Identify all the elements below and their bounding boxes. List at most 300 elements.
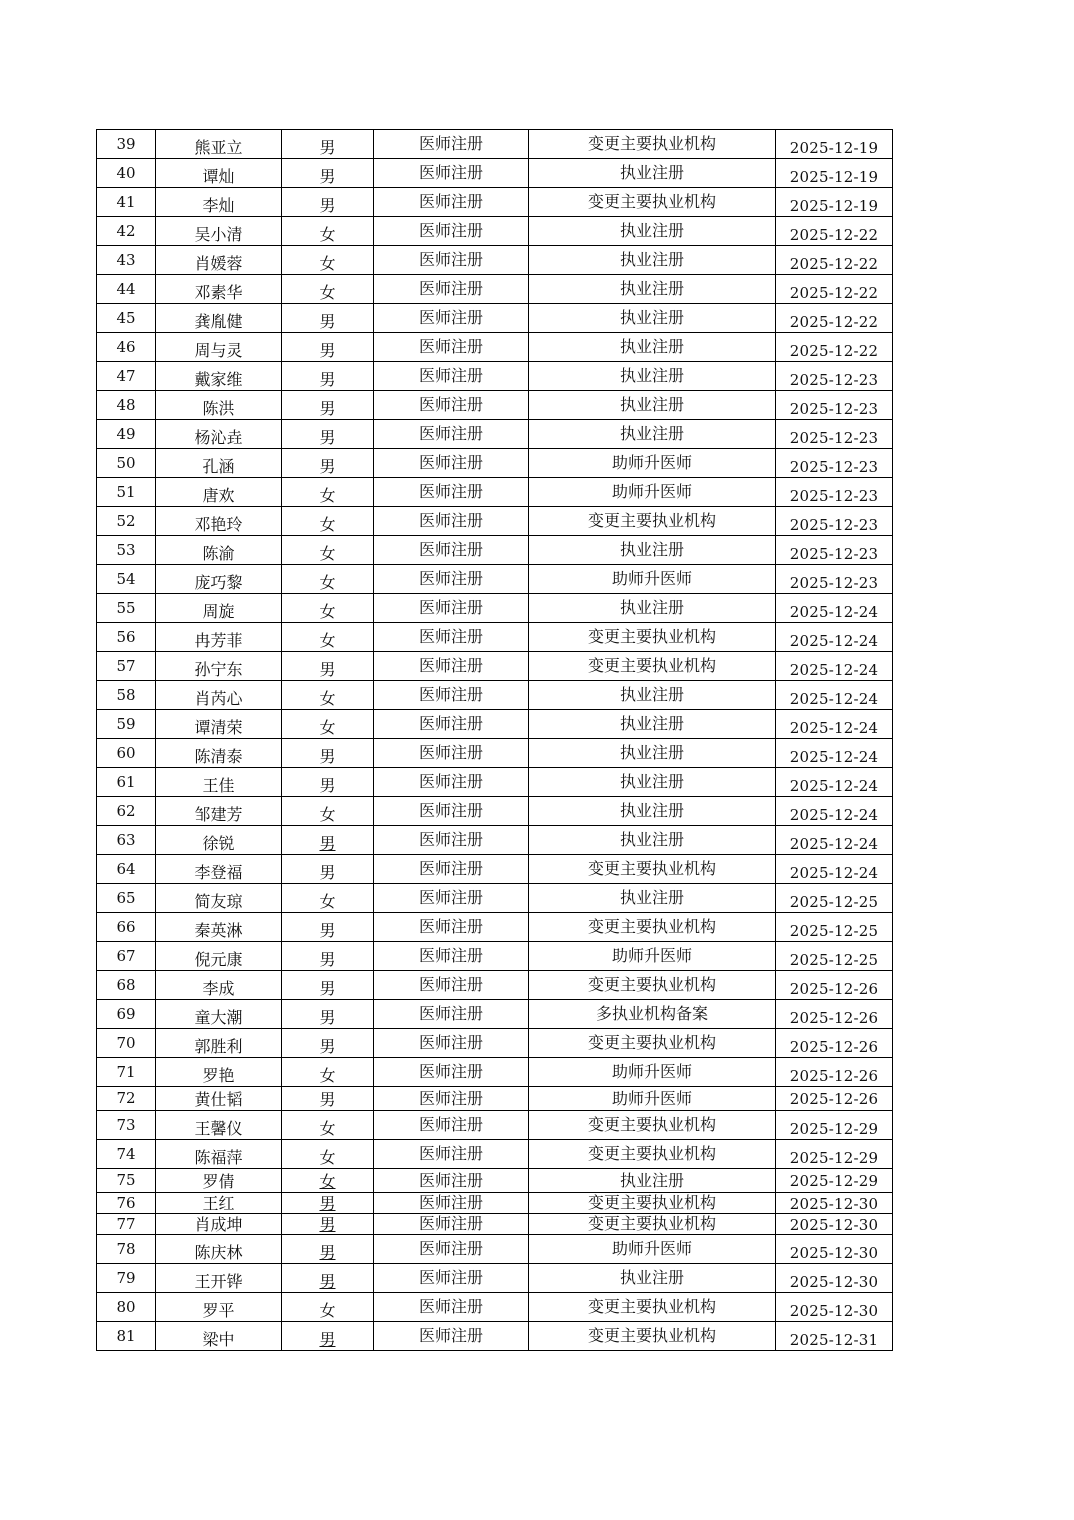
date-cell-text: 2025-12-24 (789, 863, 879, 882)
row-number-text: 50 (116, 453, 136, 472)
registration-type-cell (529, 420, 776, 449)
gender-cell-text: 女 (319, 225, 336, 244)
row-number (97, 536, 156, 565)
table-row (97, 1140, 893, 1169)
gender-cell-text: 男 (319, 747, 336, 766)
row-number (97, 971, 156, 1000)
date-cell (776, 130, 893, 159)
date-cell (776, 188, 893, 217)
date-cell-text: 2025-12-26 (789, 1008, 879, 1027)
table-row (97, 246, 893, 275)
table-row (97, 739, 893, 768)
name-cell-text: 龚胤健 (194, 312, 243, 331)
row-number-text: 40 (116, 163, 136, 182)
date-cell (776, 333, 893, 362)
gender-cell-text: 女 (319, 602, 336, 621)
date-cell (776, 420, 893, 449)
table-row (97, 391, 893, 420)
row-number (97, 1235, 156, 1264)
row-number-text: 79 (116, 1268, 136, 1287)
gender-cell (282, 217, 374, 246)
name-cell-text: 谭灿 (202, 167, 235, 186)
table-row (97, 594, 893, 623)
gender-cell (282, 1193, 374, 1214)
date-cell (776, 826, 893, 855)
table-row (97, 681, 893, 710)
name-cell (156, 826, 282, 855)
table-row (97, 855, 893, 884)
date-cell-text: 2025-12-24 (789, 718, 879, 737)
date-cell-text: 2025-12-23 (789, 486, 879, 505)
name-cell-text: 梁中 (202, 1330, 235, 1349)
registration-type-cell-text: 执业注册 (619, 772, 684, 791)
registration-type-cell-text: 变更主要执业机构 (587, 192, 716, 211)
table-row (97, 188, 893, 217)
date-cell (776, 1214, 893, 1235)
row-number-text: 73 (116, 1115, 136, 1134)
row-number (97, 1029, 156, 1058)
name-cell-text: 倪元康 (194, 950, 243, 969)
registration-type-cell (529, 275, 776, 304)
category-cell (374, 420, 529, 449)
date-cell (776, 681, 893, 710)
gender-cell-text: 男 (319, 167, 336, 186)
category-cell (374, 130, 529, 159)
category-cell (374, 1193, 529, 1214)
date-cell (776, 507, 893, 536)
name-cell (156, 130, 282, 159)
name-cell-text: 郭胜利 (194, 1037, 243, 1056)
gender-cell-text: 女 (319, 805, 336, 824)
category-cell (374, 1235, 529, 1264)
gender-cell (282, 652, 374, 681)
category-cell-text: 医师注册 (418, 1170, 483, 1190)
category-cell-text: 医师注册 (418, 192, 483, 211)
date-cell-text: 2025-12-23 (789, 544, 879, 563)
name-cell (156, 1235, 282, 1264)
gender-cell-text: 男 (319, 370, 336, 389)
date-cell-text: 2025-12-24 (789, 602, 879, 621)
row-number (97, 565, 156, 594)
row-number (97, 768, 156, 797)
gender-cell (282, 304, 374, 333)
date-cell (776, 1029, 893, 1058)
name-cell (156, 536, 282, 565)
name-cell-text: 冉芳菲 (194, 631, 243, 650)
name-cell-text: 李登福 (194, 863, 243, 882)
registration-type-cell-text: 助师升医师 (611, 482, 692, 501)
name-cell (156, 1169, 282, 1193)
table-row (97, 652, 893, 681)
date-cell (776, 1264, 893, 1293)
gender-cell-text: 男 (319, 1008, 336, 1027)
registration-type-cell (529, 1087, 776, 1111)
row-number-text: 70 (116, 1033, 136, 1052)
date-cell (776, 275, 893, 304)
registration-type-cell (529, 1000, 776, 1029)
row-number (97, 1111, 156, 1140)
gender-cell-text: 女 (319, 718, 336, 737)
name-cell-text: 孙宁东 (194, 660, 243, 679)
row-number-text: 77 (116, 1214, 136, 1233)
row-number (97, 913, 156, 942)
registration-type-cell (529, 710, 776, 739)
date-cell-text: 2025-12-22 (789, 283, 879, 302)
table-row (97, 1235, 893, 1264)
date-cell (776, 362, 893, 391)
row-number-text: 76 (116, 1193, 136, 1212)
category-cell (374, 507, 529, 536)
table-row (97, 362, 893, 391)
date-cell (776, 942, 893, 971)
row-number-text: 42 (116, 221, 136, 240)
category-cell (374, 1264, 529, 1293)
category-cell-text: 医师注册 (418, 598, 483, 617)
category-cell-text: 医师注册 (418, 424, 483, 443)
row-number-text: 80 (116, 1297, 136, 1316)
row-number (97, 304, 156, 333)
registration-type-cell (529, 594, 776, 623)
date-cell-text: 2025-12-24 (789, 776, 879, 795)
row-number-text: 59 (116, 714, 136, 733)
table-row (97, 333, 893, 362)
gender-cell-text: 男 (319, 312, 336, 331)
registration-type-cell (529, 826, 776, 855)
row-number-text: 55 (116, 598, 136, 617)
registration-type-cell (529, 1322, 776, 1351)
registration-type-cell-text: 变更主要执业机构 (587, 1214, 716, 1233)
row-number-text: 75 (116, 1171, 136, 1189)
registration-type-cell (529, 304, 776, 333)
gender-cell (282, 710, 374, 739)
table-row (97, 710, 893, 739)
name-cell (156, 623, 282, 652)
table-row (97, 478, 893, 507)
gender-cell-text: 女 (319, 1119, 336, 1138)
row-number-text: 51 (116, 482, 136, 501)
registration-type-cell (529, 333, 776, 362)
category-cell (374, 362, 529, 391)
gender-cell (282, 1235, 374, 1264)
name-cell-text: 陈洪 (202, 399, 235, 418)
row-number (97, 1293, 156, 1322)
category-cell-text: 医师注册 (418, 250, 483, 269)
category-cell (374, 1293, 529, 1322)
date-cell-text: 2025-12-25 (789, 921, 879, 940)
registration-type-cell-text: 执业注册 (619, 279, 684, 298)
name-cell (156, 942, 282, 971)
category-cell (374, 304, 529, 333)
category-cell-text: 医师注册 (418, 975, 483, 994)
date-cell-text: 2025-12-22 (789, 312, 879, 331)
category-cell-text: 医师注册 (418, 337, 483, 356)
gender-cell (282, 739, 374, 768)
category-cell (374, 884, 529, 913)
date-cell-text: 2025-12-30 (789, 1215, 879, 1234)
gender-cell-text: 男 (319, 428, 336, 447)
category-cell (374, 159, 529, 188)
row-number-text: 61 (116, 772, 136, 791)
row-number (97, 130, 156, 159)
category-cell (374, 1111, 529, 1140)
row-number (97, 855, 156, 884)
category-cell (374, 1000, 529, 1029)
row-number (97, 739, 156, 768)
name-cell-text: 童大潮 (194, 1008, 243, 1027)
row-number-text: 39 (116, 134, 136, 153)
registration-type-cell (529, 913, 776, 942)
registration-type-cell-text: 执业注册 (619, 1268, 684, 1287)
registration-type-cell-text: 变更主要执业机构 (587, 134, 716, 153)
name-cell (156, 797, 282, 826)
category-cell-text: 医师注册 (418, 801, 483, 820)
date-cell-text: 2025-12-22 (789, 225, 879, 244)
registration-type-cell (529, 1169, 776, 1193)
row-number (97, 449, 156, 478)
row-number-text: 43 (116, 250, 136, 269)
category-cell (374, 246, 529, 275)
date-cell-text: 2025-12-24 (789, 660, 879, 679)
category-cell-text: 医师注册 (418, 1239, 483, 1258)
gender-cell-text: 男 (319, 341, 336, 360)
gender-cell-text: 男 (319, 834, 336, 853)
table-row (97, 913, 893, 942)
registration-type-cell (529, 1235, 776, 1264)
gender-cell-text: 女 (319, 1301, 336, 1320)
category-cell (374, 536, 529, 565)
name-cell (156, 565, 282, 594)
registration-type-cell-text: 执业注册 (619, 250, 684, 269)
gender-cell (282, 1029, 374, 1058)
row-number-text: 60 (116, 743, 136, 762)
gender-cell (282, 797, 374, 826)
category-cell-text: 医师注册 (418, 627, 483, 646)
date-cell (776, 1169, 893, 1193)
row-number-text: 52 (116, 511, 136, 530)
registration-type-cell (529, 1111, 776, 1140)
category-cell-text: 医师注册 (418, 1326, 483, 1345)
gender-cell-text: 男 (319, 1194, 336, 1213)
name-cell (156, 1140, 282, 1169)
category-cell-text: 医师注册 (418, 656, 483, 675)
registration-type-cell-text: 变更主要执业机构 (587, 627, 716, 646)
date-cell (776, 536, 893, 565)
date-cell-text: 2025-12-23 (789, 457, 879, 476)
gender-cell-text: 男 (319, 863, 336, 882)
registration-type-cell (529, 942, 776, 971)
date-cell-text: 2025-12-24 (789, 631, 879, 650)
category-cell (374, 1214, 529, 1235)
gender-cell-text: 男 (319, 979, 336, 998)
table-row (97, 942, 893, 971)
registration-type-cell-text: 变更主要执业机构 (587, 656, 716, 675)
date-cell (776, 1293, 893, 1322)
date-cell-text: 2025-12-22 (789, 254, 879, 273)
table-row (97, 1111, 893, 1140)
category-cell (374, 1087, 529, 1111)
category-cell (374, 971, 529, 1000)
name-cell (156, 1214, 282, 1235)
category-cell-text: 医师注册 (418, 163, 483, 182)
category-cell (374, 623, 529, 652)
name-cell-text: 罗艳 (202, 1066, 235, 1085)
registration-type-cell (529, 971, 776, 1000)
name-cell (156, 159, 282, 188)
category-cell (374, 1058, 529, 1087)
row-number-text: 71 (116, 1062, 136, 1081)
name-cell (156, 884, 282, 913)
row-number (97, 1214, 156, 1235)
registration-type-cell (529, 1058, 776, 1087)
row-number (97, 1140, 156, 1169)
name-cell (156, 913, 282, 942)
registration-type-cell-text: 变更主要执业机构 (587, 917, 716, 936)
date-cell (776, 1193, 893, 1214)
category-cell-text: 医师注册 (418, 1004, 483, 1023)
table-row (97, 1029, 893, 1058)
date-cell (776, 739, 893, 768)
registration-type-cell (529, 362, 776, 391)
row-number (97, 1264, 156, 1293)
category-cell-text: 医师注册 (418, 1144, 483, 1163)
category-cell-text: 医师注册 (418, 279, 483, 298)
name-cell (156, 478, 282, 507)
name-cell (156, 681, 282, 710)
name-cell-text: 邓艳玲 (194, 515, 243, 534)
date-cell (776, 159, 893, 188)
name-cell (156, 1193, 282, 1214)
category-cell (374, 391, 529, 420)
name-cell-text: 熊亚立 (194, 138, 243, 157)
name-cell-text: 简友琼 (194, 892, 243, 911)
row-number (97, 362, 156, 391)
registration-type-cell-text: 执业注册 (619, 1170, 684, 1190)
category-cell (374, 333, 529, 362)
name-cell (156, 855, 282, 884)
row-number (97, 420, 156, 449)
registration-type-cell (529, 739, 776, 768)
table-row (97, 1058, 893, 1087)
row-number-text: 58 (116, 685, 136, 704)
row-number-text: 56 (116, 627, 136, 646)
gender-cell-text: 女 (319, 515, 336, 534)
category-cell-text: 医师注册 (418, 917, 483, 936)
gender-cell (282, 1140, 374, 1169)
category-cell (374, 188, 529, 217)
date-cell (776, 623, 893, 652)
category-cell-text: 医师注册 (418, 134, 483, 153)
registration-type-cell (529, 159, 776, 188)
gender-cell-text: 男 (319, 776, 336, 795)
date-cell (776, 1235, 893, 1264)
date-cell-text: 2025-12-23 (789, 428, 879, 447)
name-cell-text: 李成 (202, 979, 235, 998)
date-cell-text: 2025-12-24 (789, 805, 879, 824)
category-cell (374, 855, 529, 884)
registration-type-cell (529, 681, 776, 710)
date-cell-text: 2025-12-24 (789, 747, 879, 766)
name-cell-text: 李灿 (202, 196, 235, 215)
gender-cell-text: 男 (319, 1243, 336, 1262)
gender-cell-text: 男 (319, 196, 336, 215)
gender-cell (282, 275, 374, 304)
gender-cell-text: 女 (319, 1066, 336, 1085)
table-row (97, 507, 893, 536)
date-cell-text: 2025-12-30 (789, 1243, 879, 1262)
name-cell (156, 594, 282, 623)
gender-cell (282, 855, 374, 884)
name-cell-text: 罗平 (202, 1301, 235, 1320)
name-cell (156, 1322, 282, 1351)
date-cell-text: 2025-12-23 (789, 399, 879, 418)
registration-type-cell-text: 变更主要执业机构 (587, 1144, 716, 1163)
row-number (97, 652, 156, 681)
name-cell (156, 275, 282, 304)
gender-cell (282, 594, 374, 623)
table-row (97, 217, 893, 246)
name-cell (156, 217, 282, 246)
name-cell-text: 肖芮心 (194, 689, 243, 708)
name-cell-text: 邓素华 (194, 283, 243, 302)
gender-cell-text: 男 (319, 1272, 336, 1291)
table-row (97, 1264, 893, 1293)
gender-cell-text: 男 (319, 1215, 336, 1234)
name-cell-text: 戴家维 (194, 370, 243, 389)
registration-type-cell-text: 执业注册 (619, 308, 684, 327)
name-cell (156, 1293, 282, 1322)
category-cell (374, 594, 529, 623)
row-number-text: 41 (116, 192, 136, 211)
row-number-text: 45 (116, 308, 136, 327)
gender-cell (282, 1322, 374, 1351)
date-cell (776, 304, 893, 333)
category-cell-text: 医师注册 (418, 1115, 483, 1134)
date-cell-text: 2025-12-25 (789, 950, 879, 969)
date-cell (776, 710, 893, 739)
category-cell (374, 478, 529, 507)
category-cell (374, 710, 529, 739)
registration-type-cell (529, 768, 776, 797)
registration-type-cell (529, 188, 776, 217)
gender-cell (282, 333, 374, 362)
category-cell (374, 217, 529, 246)
registration-type-cell (529, 391, 776, 420)
table-row (97, 1169, 893, 1193)
table-row (97, 536, 893, 565)
category-cell (374, 1140, 529, 1169)
registration-type-cell (529, 797, 776, 826)
registration-type-cell-text: 助师升医师 (611, 453, 692, 472)
date-cell-text: 2025-12-24 (789, 689, 879, 708)
name-cell (156, 246, 282, 275)
date-cell (776, 855, 893, 884)
gender-cell-text: 男 (319, 1089, 336, 1109)
row-number-text: 65 (116, 888, 136, 907)
name-cell (156, 1087, 282, 1111)
date-cell-text: 2025-12-26 (789, 1090, 879, 1108)
gender-cell (282, 1264, 374, 1293)
category-cell-text: 医师注册 (418, 221, 483, 240)
gender-cell (282, 1293, 374, 1322)
gender-cell (282, 1058, 374, 1087)
registration-type-cell-text: 变更主要执业机构 (587, 975, 716, 994)
date-cell (776, 1000, 893, 1029)
name-cell (156, 507, 282, 536)
date-cell-text: 2025-12-29 (789, 1172, 879, 1190)
gender-cell (282, 449, 374, 478)
category-cell-text: 医师注册 (418, 540, 483, 559)
category-cell-text: 医师注册 (418, 395, 483, 414)
